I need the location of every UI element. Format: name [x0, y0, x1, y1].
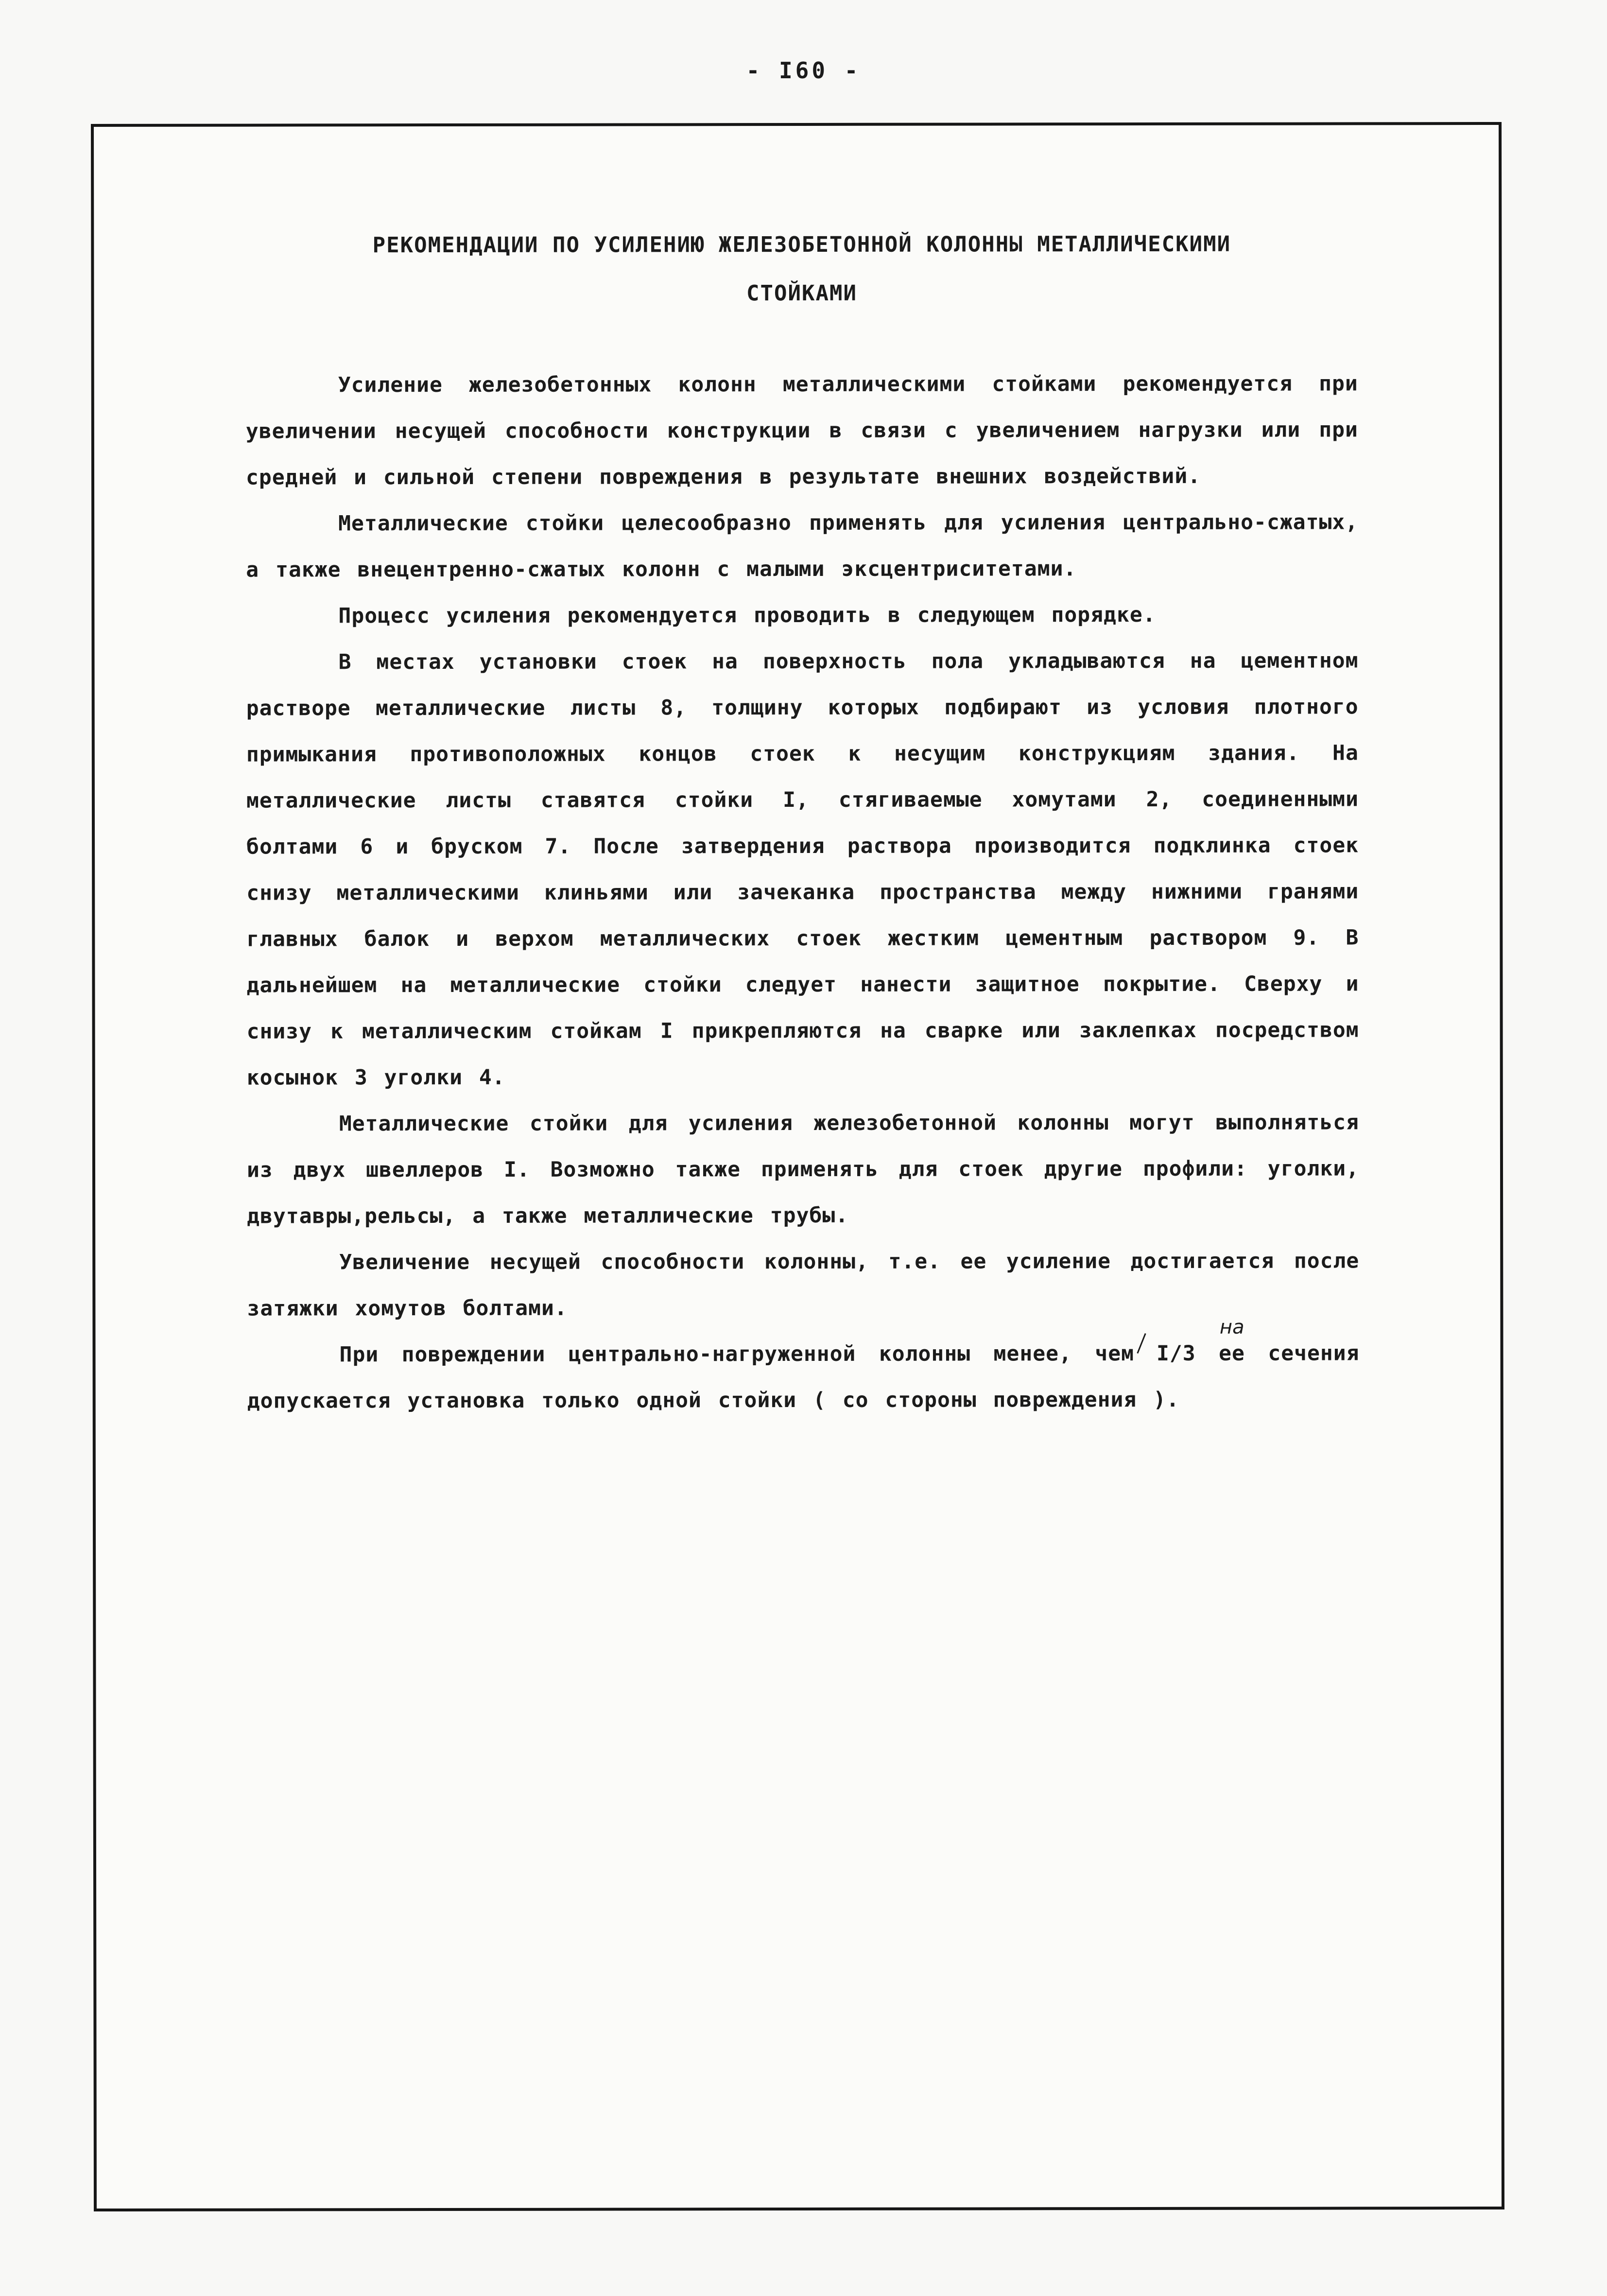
document-title — [245, 220, 1358, 318]
document-title-line-2: СТОЙКАМИ — [746, 280, 857, 306]
paragraph: Процесс усиления рекомендуется проводить в следующем порядке. — [338, 602, 1156, 628]
paragraph: Металлические стойки целесообразно применять для усиления центрально-сжатых, а также внецентренно-сжатых колонн с малыми эксцентриситетами. — [246, 510, 1359, 582]
correction-text-after: I/3 ее сечения допускается установка только одной стойки ( со стороны повреждения ). — [247, 1341, 1360, 1413]
correction-text-before: При повреждении центрально-нагруженной колонны менее, чем — [339, 1341, 1135, 1367]
paragraph: Металлические стойки для усиления железобетонной колонны могут выполняться из двух швеллеров I. Возможно также применять для стоек другие профили: уголки, двутавры,рельсы, а также металлические трубы. — [246, 1110, 1360, 1229]
paragraph: Усиление железобетонных колонн металлическими стойками рекомендуется при увеличении несущей способности конструкции в связи с увеличением нагрузки или при средней и сильной степени повреждения в результате внешних воздействий. — [245, 371, 1358, 490]
paragraph-with-handwritten-correction — [247, 1316, 1360, 1424]
paragraph: Увеличение несущей способности колонны, т.е. ее усиление достигается после затяжки хомутов болтами. — [247, 1249, 1360, 1321]
page-number: - I60 - — [746, 57, 861, 84]
handwritten-insert-word: на — [1219, 1316, 1244, 1339]
handwritten-insertion-mark — [1134, 1316, 1244, 1360]
document-title-line-1: РЕКОМЕНДАЦИИ ПО УСИЛЕНИЮ ЖЕЛЕЗОБЕТОННОЙ КОЛОННЫ МЕТАЛЛИЧЕСКИМИ — [372, 231, 1231, 258]
document-content — [94, 125, 1501, 1425]
paragraph: В местах установки стоек на поверхность пола укладываются на цементном растворе металлические листы 8, толщину которых подбирают из условия плотного примыкания противоположных концов стоек к несущим конструкциям здания. На металлические листы ставятся стойки I, стягиваемые хомутами 2, соединенными болтами 6 и бруском 7. После затвердения раствора производится подклинка стоек снизу металлическими клиньями или зачеканка пространства между нижними гранями главных балок и верхом металлических стоек жестким цементным раствором 9. В дальнейшем на металлические стойки следует нанести защитное покрытие. Сверху и снизу к металлическим стойкам I прикрепляются на сварке или заклепках посредством косынок 3 уголки 4. — [246, 648, 1359, 1090]
document-frame — [91, 122, 1504, 2211]
